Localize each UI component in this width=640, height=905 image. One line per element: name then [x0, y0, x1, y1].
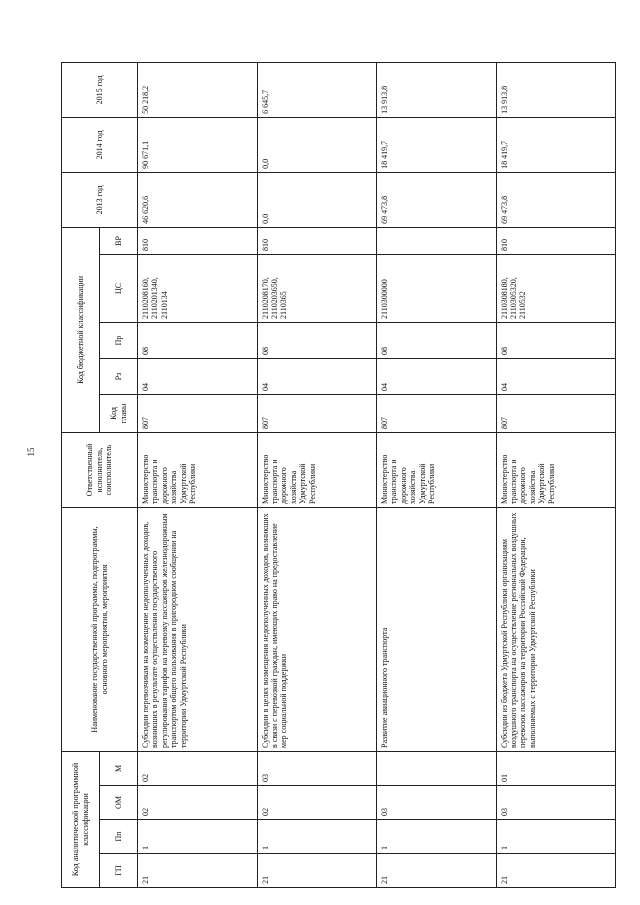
cell-om: 03	[377, 786, 497, 820]
budget-code-group-header: Код бюджетной классификации	[62, 227, 100, 432]
analytic-code-group-header: Код аналитической программной классификации	[62, 751, 100, 887]
rz-column-header: Рз	[100, 358, 138, 394]
cell-gp: 21	[377, 854, 497, 888]
cell-rz: 04	[377, 358, 497, 394]
cell-2014: 18 419,7	[496, 117, 616, 172]
cell-executor: Министерство транспорта и дорожного хозяйства Удмуртской Республики	[496, 432, 616, 507]
om-column-header: ОМ	[100, 786, 138, 820]
cell-cs: 2110308180, 2110305320, 2110532	[496, 254, 616, 322]
name-column-header: Наименование государственной программы, подпрограммы, основного мероприятия, мероприятия	[62, 507, 138, 751]
cell-name: Субсидии перевозчикам на возмещение недополученных доходов, возникших в результате осуществления государственного регулирования тарифов на перевозку пассажиров железнодорожным транспортом общего пользования в пригородном сообщении на территории Удмуртской Республики	[138, 507, 258, 751]
cell-om: 02	[257, 786, 377, 820]
cell-2014: 0,0	[257, 117, 377, 172]
cell-2015: 6 645,7	[257, 62, 377, 117]
cell-cs: 2110208170, 2110203650, 2110365	[257, 254, 377, 322]
cell-pr: 08	[496, 322, 616, 358]
table-row	[377, 62, 497, 887]
cell-gp: 21	[138, 854, 258, 888]
cell-om: 03	[496, 786, 616, 820]
cell-pp: 1	[496, 820, 616, 854]
rotated-table-container	[61, 63, 616, 888]
cell-vr: 810	[257, 227, 377, 254]
m-column-header: М	[100, 751, 138, 785]
cell-m: 03	[257, 751, 377, 785]
cell-vr	[377, 227, 497, 254]
cs-column-header: ЦС	[100, 254, 138, 322]
pr-column-header: Пр	[100, 322, 138, 358]
cell-m: 02	[138, 751, 258, 785]
cell-2015: 50 218,2	[138, 62, 258, 117]
cell-pr: 08	[257, 322, 377, 358]
cell-2014: 90 671,1	[138, 117, 258, 172]
cell-executor: Министерство транспорта и дорожного хозяйства Удмуртской Республики	[377, 432, 497, 507]
cell-kod-glavy: 807	[377, 394, 497, 432]
cell-executor: Министерство транспорта и дорожного хозяйства Удмуртской Республики	[257, 432, 377, 507]
year-2015-header: 2015 год	[62, 62, 138, 117]
cell-rz: 04	[496, 358, 616, 394]
cell-kod-glavy: 807	[257, 394, 377, 432]
cell-2013: 0,0	[257, 172, 377, 227]
year-2014-header: 2014 год	[62, 117, 138, 172]
cell-rz: 04	[257, 358, 377, 394]
vr-column-header: ВР	[100, 227, 138, 254]
cell-name: Субсидии в целях возмещения недополученных доходов, возникших в связи с перевозкой граждан, имеющих право на предоставление мер социальной поддержки	[257, 507, 377, 751]
cell-vr: 810	[496, 227, 616, 254]
gp-column-header: ГП	[100, 854, 138, 888]
cell-pp: 1	[138, 820, 258, 854]
cell-executor: Министерство транспорта и дорожного хозяйства Удмуртской Республики	[138, 432, 258, 507]
cell-name: Развитие авиационного транспорта	[377, 507, 497, 751]
cell-2013: 69 473,8	[496, 172, 616, 227]
cell-m	[377, 751, 497, 785]
kod-glavy-column-header: Код главы	[100, 394, 138, 432]
year-2013-header: 2013 год	[62, 172, 138, 227]
cell-gp: 21	[496, 854, 616, 888]
cell-name: Субсидии из бюджета Удмуртской Республики организациям воздушного транспорта на осуществление региональных воздушных перевозок пассажиров на территории Российской Федерации, выполняемых с территории Удмуртской Республики	[496, 507, 616, 751]
cell-gp: 21	[257, 854, 377, 888]
cell-pp: 1	[377, 820, 497, 854]
budget-table	[61, 62, 616, 888]
cell-m: 01	[496, 751, 616, 785]
page-number: 15	[26, 447, 36, 457]
cell-kod-glavy: 807	[496, 394, 616, 432]
cell-pp: 1	[257, 820, 377, 854]
cell-kod-glavy: 807	[138, 394, 258, 432]
executor-column-header: Ответственный исполнитель, соисполнитель	[62, 432, 138, 507]
cell-om: 02	[138, 786, 258, 820]
pp-column-header: Пп	[100, 820, 138, 854]
cell-2015: 13 913,8	[377, 62, 497, 117]
cell-rz: 04	[138, 358, 258, 394]
table-row	[257, 62, 377, 887]
cell-2013: 46 620,6	[138, 172, 258, 227]
cell-pr: 08	[138, 322, 258, 358]
cell-cs: 2110300000	[377, 254, 497, 322]
cell-cs: 2110208160, 2110201340, 2110134	[138, 254, 258, 322]
table-row	[496, 62, 616, 887]
cell-vr: 810	[138, 227, 258, 254]
cell-2013: 69 473,8	[377, 172, 497, 227]
table-row	[138, 62, 258, 887]
cell-2015: 13 913,8	[496, 62, 616, 117]
cell-pr: 08	[377, 322, 497, 358]
cell-2014: 18 419,7	[377, 117, 497, 172]
